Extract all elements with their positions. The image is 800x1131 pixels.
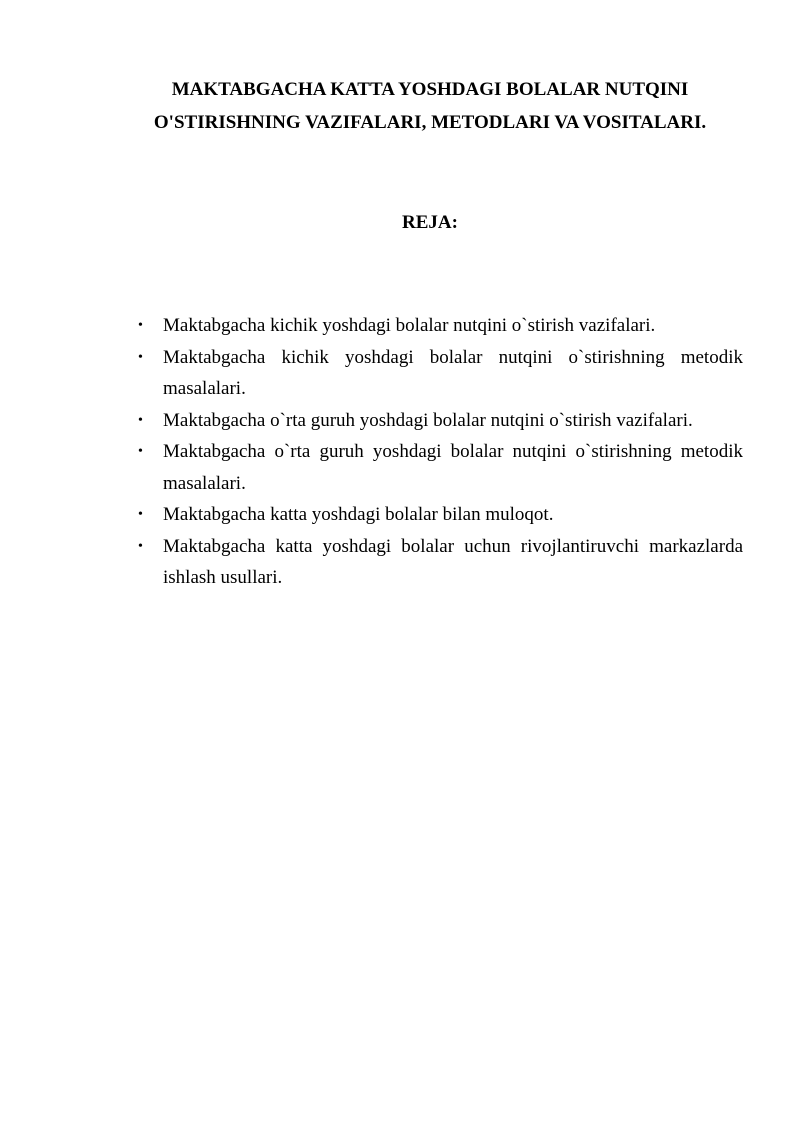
bullet-icon: • [138,349,143,365]
bullet-icon: • [138,507,143,522]
plan-list [135,310,743,594]
bullet-icon: • [138,538,143,554]
plan-item-text: Maktabgacha kichik yoshdagi bolalar nutqini o`stirish vazifalari. [163,315,656,336]
plan-item [135,436,743,499]
plan-item [135,310,743,342]
plan-item-text: Maktabgacha o`rta guruh yoshdagi bolalar nutqini o`stirishning metodik masalalari. [163,441,743,494]
title-line-2: O'STIRISHNING VAZIFALARI, METODLARI VA VOSITALARI. [153,112,707,133]
bullet-icon: • [138,412,143,428]
plan-heading: REJA: [402,212,458,233]
plan-item-text: Maktabgacha katta yoshdagi bolalar uchun rivojlantiruvchi markazlarda ishlash usullari. [163,535,743,588]
title-line-1: MAKTABGACHA KATTA YOSHDAGI BOLALAR NUTQINI [171,79,689,100]
plan-item-text: Maktabgacha o`rta guruh yoshdagi bolalar nutqini o`stirish vazifalari. [163,409,693,431]
bullet-icon: • [138,318,143,333]
plan-item [135,405,743,437]
bullet-icon: • [138,444,143,459]
plan-item-text: Maktabgacha kichik yoshdagi bolalar nutqini o`stirishning metodik masalalari. [163,346,743,399]
plan-item [135,499,743,531]
plan-item [135,531,743,594]
plan-item [135,342,743,405]
plan-item-text: Maktabgacha katta yoshdagi bolalar bilan muloqot. [163,504,554,525]
document-title [60,73,800,139]
